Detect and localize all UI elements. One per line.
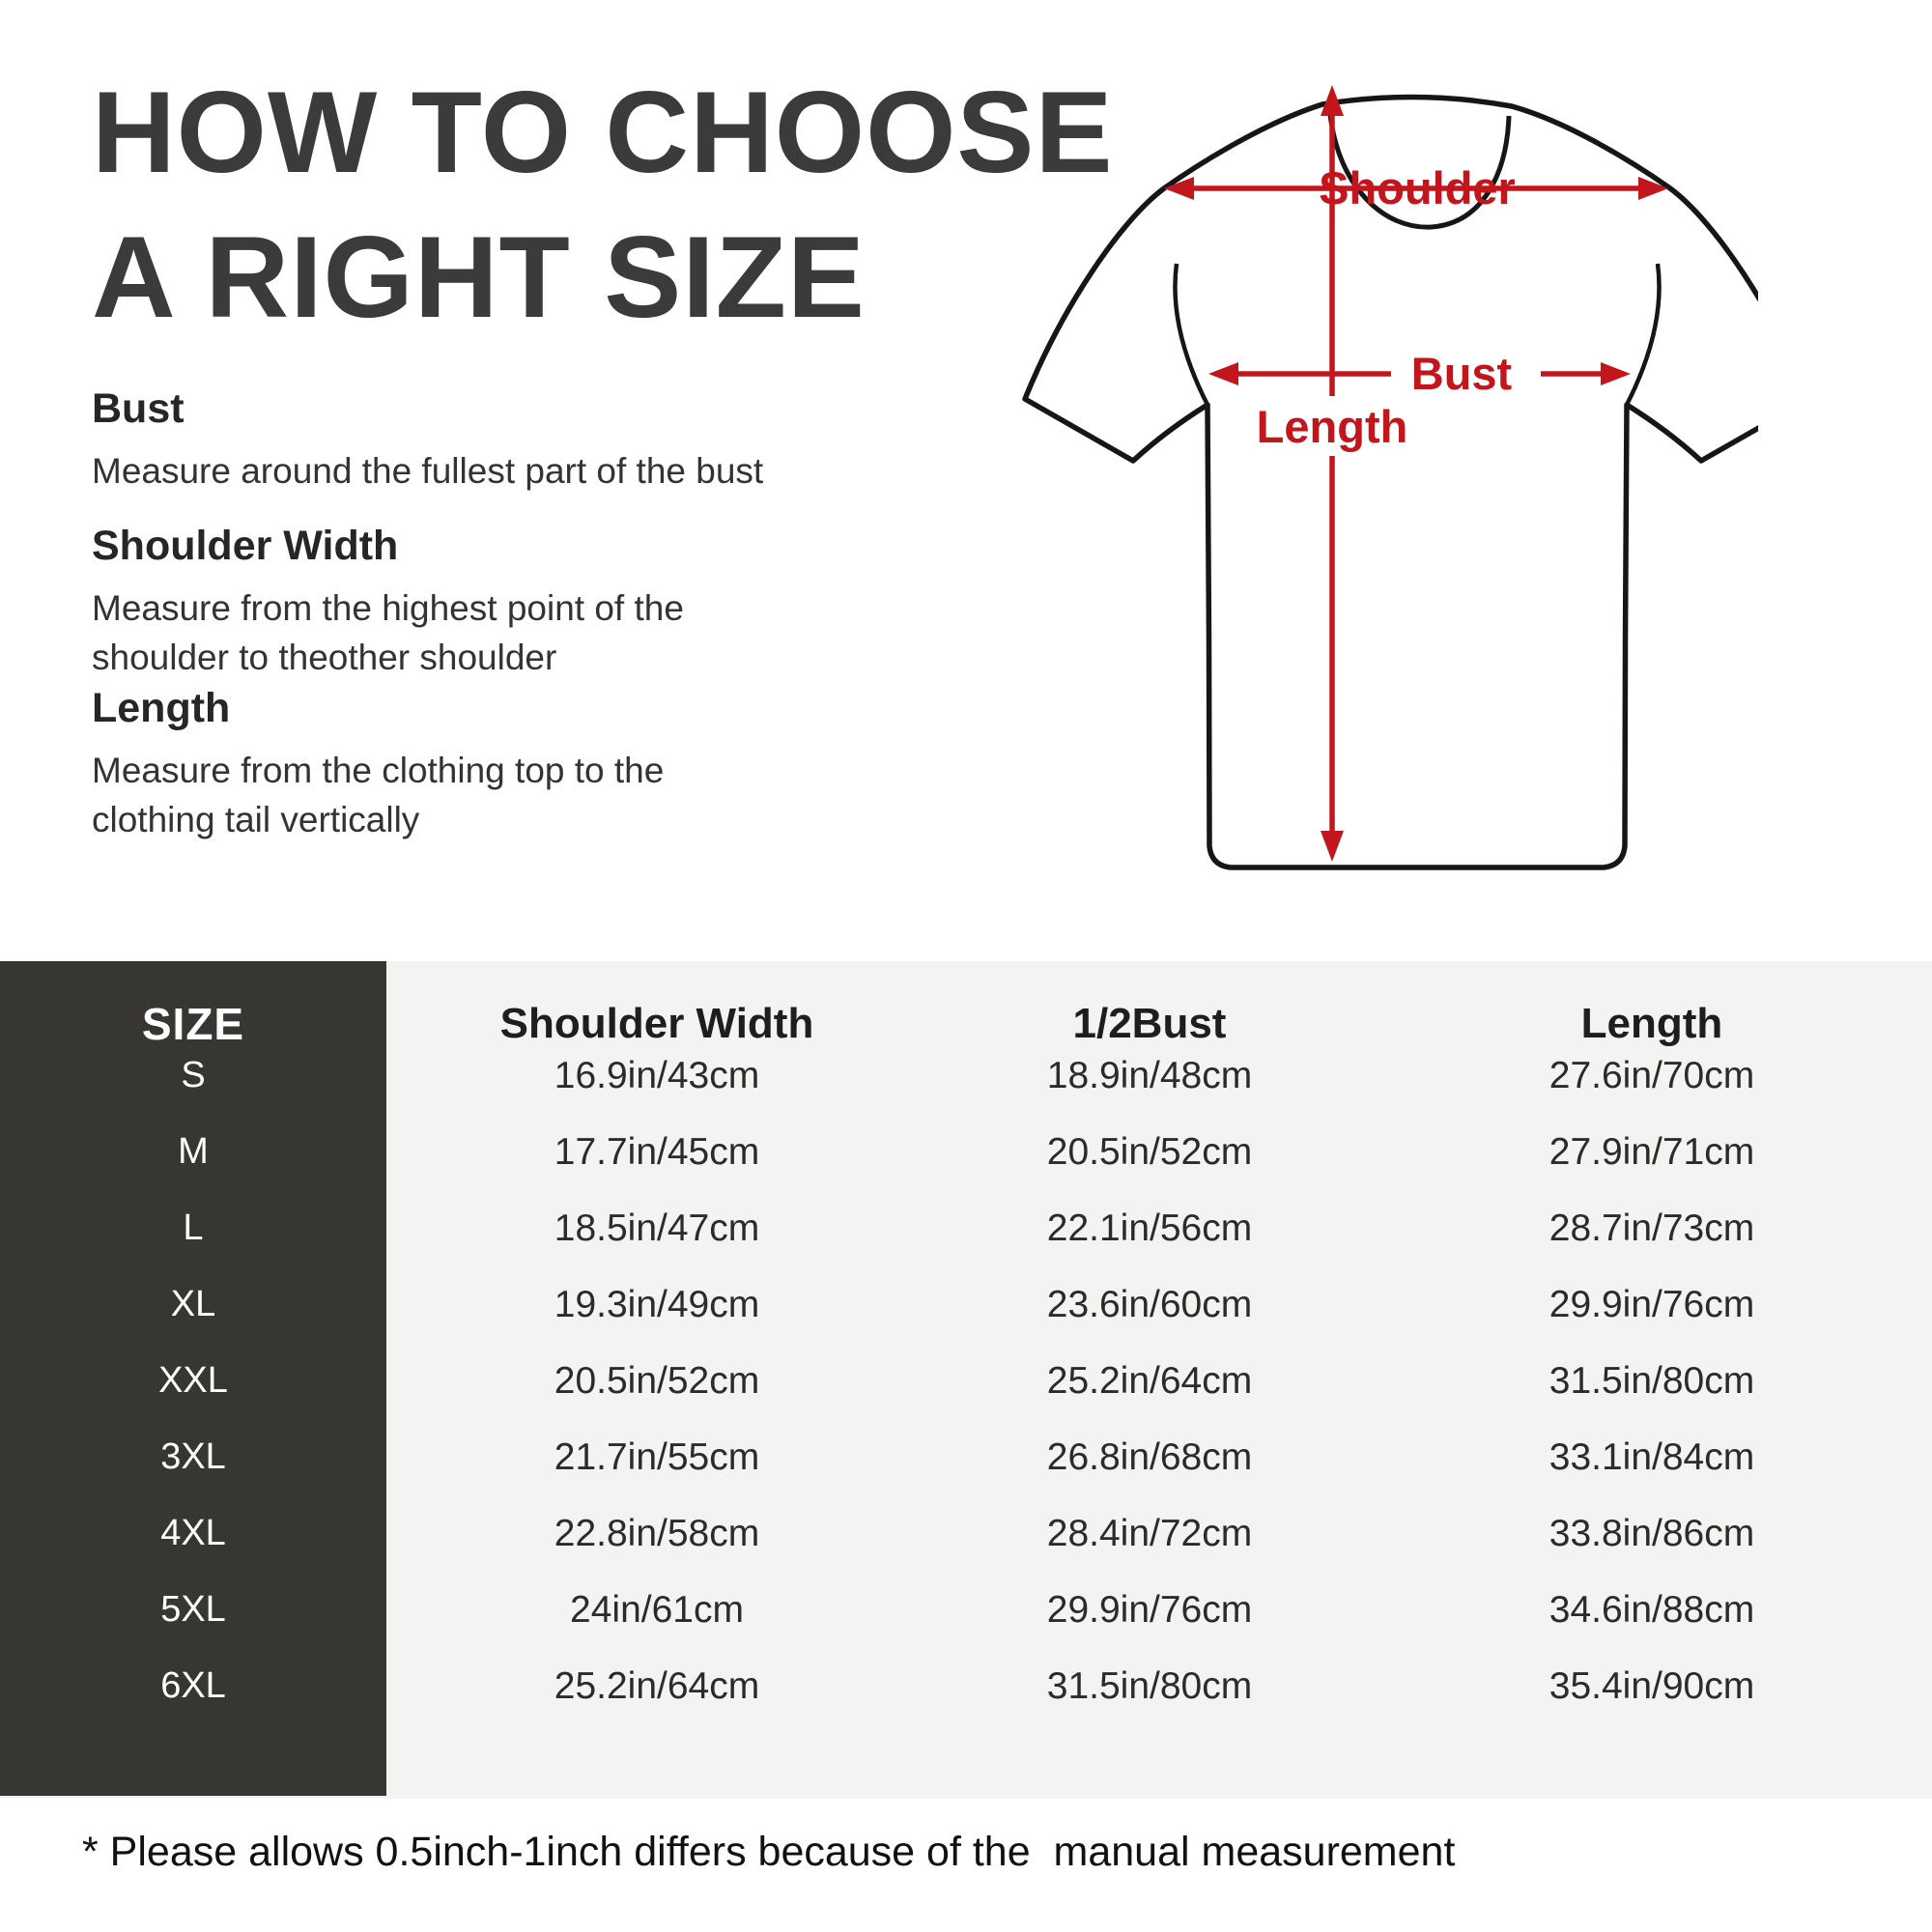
table-header-half-bust: 1/2Bust	[1072, 1000, 1227, 1047]
cell-shoulder-width: 17.7in/45cm	[554, 1130, 760, 1173]
cell-length: 35.4in/90cm	[1548, 1664, 1755, 1707]
cell-length: 34.6in/88cm	[1548, 1588, 1755, 1631]
measurement-disclaimer: * Please allows 0.5inch-1inch differs because of the manual measurement	[82, 1829, 1456, 1875]
guide-title-length: Length	[92, 685, 231, 731]
guide-title-shoulder: Shoulder Width	[92, 523, 399, 569]
page-title	[92, 60, 1114, 350]
table-header-size: SIZE	[141, 999, 245, 1049]
table-header-length: Length	[1580, 1000, 1723, 1047]
cell-half-bust: 25.2in/64cm	[1046, 1359, 1253, 1402]
cell-half-bust: 28.4in/72cm	[1046, 1512, 1253, 1554]
guide-desc-shoulder-line1: Measure from the highest point of the	[92, 588, 684, 628]
cell-half-bust: 23.6in/60cm	[1046, 1283, 1253, 1325]
size-label: M	[178, 1131, 209, 1172]
cell-shoulder-width: 18.5in/47cm	[554, 1207, 760, 1249]
guide-desc-shoulder-line2: shoulder to theother shoulder	[92, 638, 557, 677]
cell-shoulder-width: 20.5in/52cm	[554, 1359, 760, 1402]
cell-shoulder-width: 22.8in/58cm	[554, 1512, 760, 1554]
size-table	[0, 961, 1932, 1724]
page-title-line2: A RIGHT SIZE	[92, 213, 866, 342]
cell-shoulder-width: 25.2in/64cm	[554, 1664, 760, 1707]
cell-length: 33.8in/86cm	[1548, 1512, 1755, 1554]
guide-title-bust: Bust	[92, 385, 185, 432]
cell-length: 33.1in/84cm	[1548, 1435, 1755, 1478]
size-label: L	[183, 1208, 204, 1248]
size-label: 4XL	[160, 1513, 226, 1553]
cell-half-bust: 31.5in/80cm	[1046, 1664, 1253, 1707]
cell-length: 29.9in/76cm	[1548, 1283, 1755, 1325]
guide-section-length	[92, 684, 664, 844]
length-arrow-label: Length	[1256, 401, 1408, 452]
cell-shoulder-width: 16.9in/43cm	[554, 1054, 760, 1096]
cell-shoulder-width: 21.7in/55cm	[554, 1435, 760, 1478]
size-label: 5XL	[160, 1589, 226, 1630]
cell-shoulder-width: 24in/61cm	[570, 1588, 744, 1631]
tshirt-measurement-diagram	[1005, 68, 1758, 889]
shoulder-arrow-label: Shoulder	[1319, 162, 1516, 213]
guide-desc-length-line1: Measure from the clothing top to the	[92, 751, 665, 790]
cell-half-bust: 18.9in/48cm	[1046, 1054, 1253, 1096]
cell-length: 27.6in/70cm	[1548, 1054, 1755, 1096]
guide-desc-bust: Measure around the fullest part of the bust	[92, 451, 764, 491]
cell-length: 27.9in/71cm	[1548, 1130, 1755, 1173]
cell-length: 28.7in/73cm	[1548, 1207, 1755, 1249]
page-title-line1: HOW TO CHOOSE	[92, 68, 1114, 197]
table-header-shoulder-width: Shoulder Width	[499, 1000, 814, 1047]
guide-section-bust	[92, 384, 763, 496]
bust-arrow-label: Bust	[1410, 348, 1513, 399]
size-label: 6XL	[160, 1665, 226, 1706]
tshirt-diagram-svg	[1005, 68, 1758, 889]
cell-length: 31.5in/80cm	[1548, 1359, 1755, 1402]
cell-half-bust: 26.8in/68cm	[1046, 1435, 1253, 1478]
cell-shoulder-width: 19.3in/49cm	[554, 1283, 760, 1325]
cell-half-bust: 29.9in/76cm	[1046, 1588, 1253, 1631]
size-label: 3XL	[160, 1436, 226, 1477]
cell-half-bust: 22.1in/56cm	[1046, 1207, 1253, 1249]
guide-desc-length-line2: clothing tail vertically	[92, 800, 420, 839]
cell-half-bust: 20.5in/52cm	[1046, 1130, 1253, 1173]
size-label: XL	[170, 1284, 216, 1324]
size-label: S	[181, 1055, 206, 1095]
size-label: XXL	[158, 1360, 228, 1401]
guide-section-shoulder	[92, 522, 684, 682]
